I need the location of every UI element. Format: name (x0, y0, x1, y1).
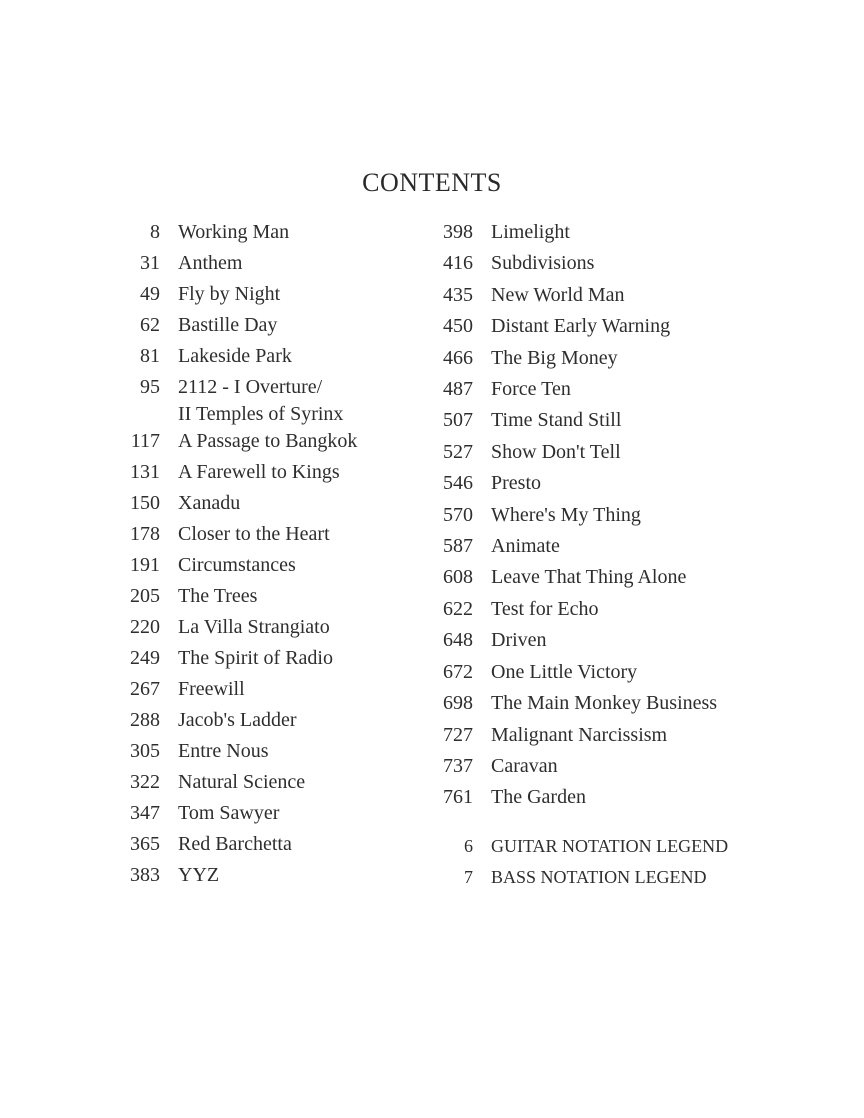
legend-spacer (403, 814, 728, 831)
toc-page-number: 698 (443, 692, 473, 715)
toc-song-title: The Trees (178, 585, 258, 607)
toc-song-title: Driven (491, 629, 547, 652)
toc-song-title: Malignant Narcissism (491, 723, 668, 746)
toc-entry (90, 674, 357, 705)
page-title: CONTENTS (362, 168, 502, 197)
toc-song-title: A Farewell to Kings (178, 461, 340, 483)
toc-song-title: Anthem (178, 252, 243, 274)
toc-entry (90, 736, 357, 767)
toc-page-number: 7 (464, 866, 473, 887)
toc-entry (90, 217, 357, 248)
toc-page-number: 383 (130, 864, 160, 886)
toc-page-number: 546 (443, 472, 473, 495)
toc-song-title: One Little Victory (491, 660, 638, 683)
toc-entry (90, 372, 357, 426)
toc-entry (90, 705, 357, 736)
toc-page-number: 648 (443, 629, 473, 652)
toc-entry (403, 531, 728, 562)
toc-page-number: 131 (130, 461, 160, 483)
toc-page-number: 672 (443, 660, 473, 683)
toc-page-number: 347 (130, 802, 160, 824)
toc-song-title: Presto (491, 472, 541, 495)
toc-page-number: 587 (443, 535, 473, 558)
toc-entry (403, 562, 728, 593)
legend-title: GUITAR NOTATION LEGEND (491, 835, 729, 856)
toc-song-title: Red Barchetta (178, 833, 292, 855)
toc-page-number: 6 (464, 835, 473, 856)
toc-entry (90, 426, 357, 457)
toc-page-number: 322 (130, 771, 160, 793)
toc-page-number: 8 (150, 221, 160, 243)
toc-song-title: Animate (491, 535, 560, 558)
toc-page-number: 487 (443, 378, 473, 401)
toc-page-number: 249 (130, 647, 160, 669)
toc-page-number: 117 (130, 430, 160, 452)
toc-page-number: 95 (140, 376, 160, 398)
toc-entry (90, 829, 357, 860)
toc-page-number: 507 (443, 409, 473, 432)
toc-entry (403, 751, 728, 782)
toc-page-number: 205 (130, 585, 160, 607)
toc-entry (90, 860, 357, 891)
toc-song-title: Where's My Thing (491, 503, 641, 526)
toc-song-title: Natural Science (178, 771, 306, 793)
toc-song-title: Distant Early Warning (491, 315, 671, 338)
toc-entry (90, 643, 357, 674)
toc-page-number: 150 (130, 492, 160, 514)
toc-page-number: 267 (130, 678, 160, 700)
toc-song-title: Time Stand Still (491, 409, 622, 432)
toc-entry (403, 405, 728, 436)
toc-entry (90, 612, 357, 643)
toc-entry (403, 657, 728, 688)
toc-entry (90, 767, 357, 798)
toc-page-number: 608 (443, 566, 473, 589)
toc-entry (403, 782, 728, 813)
toc-entry (90, 581, 357, 612)
toc-song-title: Freewill (178, 678, 245, 700)
legend-entry (403, 831, 728, 862)
toc-song-title-line1: 2112 - I Overture/ (178, 376, 323, 398)
toc-song-title: Tom Sawyer (178, 802, 280, 824)
toc-entry (403, 217, 728, 248)
toc-page-number: 220 (130, 616, 160, 638)
toc-song-title: Working Man (178, 221, 290, 243)
toc-song-title-line2: II Temples of Syrinx (178, 403, 344, 425)
toc-song-title: Xanadu (178, 492, 241, 514)
toc-song-title: The Main Monkey Business (491, 692, 718, 715)
toc-entry (90, 341, 357, 372)
toc-song-title: Fly by Night (178, 283, 281, 305)
toc-entry (90, 488, 357, 519)
toc-page-number: 727 (443, 723, 473, 746)
toc-entry (403, 343, 728, 374)
toc-entry (403, 374, 728, 405)
legend-title: BASS NOTATION LEGEND (491, 866, 707, 887)
toc-column-right (403, 217, 728, 893)
toc-entry (90, 550, 357, 581)
toc-page-number: 466 (443, 346, 473, 369)
toc-entry (403, 437, 728, 468)
toc-page-number: 737 (443, 754, 473, 777)
toc-page-number: 527 (443, 440, 473, 463)
toc-entry (90, 519, 357, 550)
toc-page-number: 178 (130, 523, 160, 545)
toc-entry (403, 594, 728, 625)
toc-song-title: Circumstances (178, 554, 296, 576)
toc-song-title: Closer to the Heart (178, 523, 330, 545)
toc-entry (90, 248, 357, 279)
toc-song-title: Jacob's Ladder (178, 709, 297, 731)
toc-song-title: Subdivisions (491, 252, 595, 275)
toc-entry (90, 279, 357, 310)
toc-song-title: Leave That Thing Alone (491, 566, 687, 589)
toc-song-title: La Villa Strangiato (178, 616, 330, 638)
toc-song-title: The Big Money (491, 346, 618, 369)
toc-song-title: The Garden (491, 786, 586, 809)
toc-page-number: 570 (443, 503, 473, 526)
toc-song-title: YYZ (178, 864, 220, 886)
toc-entry (403, 688, 728, 719)
toc-song-title: Test for Echo (491, 597, 599, 620)
toc-page-number: 288 (130, 709, 160, 731)
toc-page-number: 450 (443, 315, 473, 338)
toc-page-number: 305 (130, 740, 160, 762)
toc-entry (90, 798, 357, 829)
toc-song-title: Force Ten (491, 378, 571, 401)
toc-page-number: 81 (140, 345, 160, 367)
toc-page-number: 49 (140, 283, 160, 305)
toc-page-number: 191 (130, 554, 160, 576)
toc-entry (90, 310, 357, 341)
toc-page-number: 62 (140, 314, 160, 336)
toc-entry (403, 468, 728, 499)
legend-entry (403, 862, 728, 893)
toc-column-left (90, 217, 357, 891)
toc-entry (403, 500, 728, 531)
toc-song-title: New World Man (491, 283, 625, 306)
toc-page-number: 365 (130, 833, 160, 855)
toc-entry (90, 457, 357, 488)
toc-song-title: Bastille Day (178, 314, 278, 336)
toc-entry (403, 720, 728, 751)
toc-entry (403, 625, 728, 656)
toc-song-title (178, 372, 343, 426)
toc-page-number: 416 (443, 252, 473, 275)
toc-page-number: 435 (443, 283, 473, 306)
toc-song-title: Limelight (491, 221, 570, 243)
toc-page-number: 622 (443, 597, 473, 620)
toc-song-title: The Spirit of Radio (178, 647, 333, 669)
toc-page-number: 398 (443, 221, 473, 243)
toc-entry (403, 248, 728, 279)
toc-song-title: Caravan (491, 754, 558, 777)
toc-entry (403, 311, 728, 342)
toc-song-title: Show Don't Tell (491, 440, 621, 463)
toc-song-title: A Passage to Bangkok (178, 430, 358, 452)
toc-page-number: 761 (443, 786, 473, 809)
toc-entry (403, 280, 728, 311)
toc-song-title: Lakeside Park (178, 345, 292, 367)
toc-song-title: Entre Nous (178, 740, 269, 762)
toc-page-number: 31 (140, 252, 160, 274)
